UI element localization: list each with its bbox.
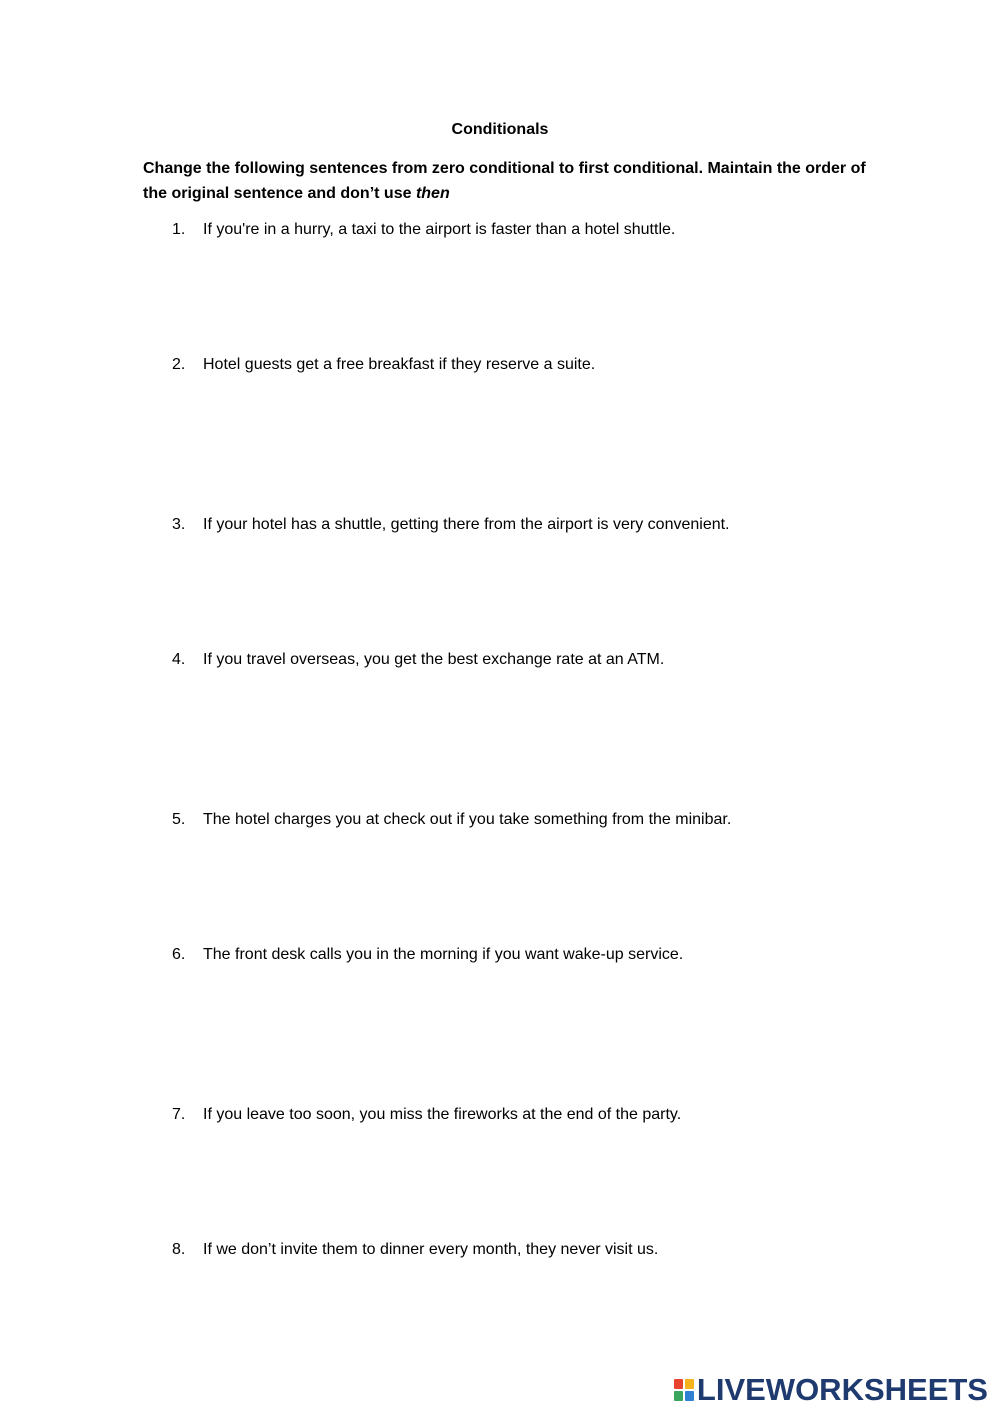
item-text: If your hotel has a shuttle, getting there from the airport is very convenient. bbox=[203, 516, 730, 533]
item-number: 4. bbox=[172, 651, 186, 668]
item-text: Hotel guests get a free breakfast if they reserve a suite. bbox=[203, 356, 596, 373]
item-number: 6. bbox=[172, 946, 186, 963]
item-number: 1. bbox=[172, 221, 186, 238]
instructions-text: Change the following sentences from zero conditional to first conditional. Maintain the order of the original sentence and don’t use bbox=[143, 160, 866, 202]
instructions bbox=[143, 156, 873, 206]
liveworksheets-logo[interactable] bbox=[674, 1373, 988, 1407]
item-text: The hotel charges you at check out if you take something from the minibar. bbox=[203, 811, 732, 828]
list-item bbox=[172, 649, 892, 671]
logo-block-3 bbox=[674, 1391, 683, 1401]
list-item bbox=[172, 514, 892, 536]
item-text: If you're in a hurry, a taxi to the airport is faster than a hotel shuttle. bbox=[203, 221, 676, 238]
item-number: 3. bbox=[172, 516, 186, 533]
list-item bbox=[172, 809, 892, 831]
logo-block-4 bbox=[685, 1391, 694, 1401]
item-number: 8. bbox=[172, 1241, 186, 1258]
item-text: The front desk calls you in the morning if you want wake-up service. bbox=[203, 946, 684, 963]
page-title: Conditionals bbox=[451, 121, 549, 138]
logo-blocks-icon bbox=[674, 1379, 694, 1401]
item-text: If we don’t invite them to dinner every month, they never visit us. bbox=[203, 1241, 659, 1258]
item-text: If you leave too soon, you miss the fireworks at the end of the party. bbox=[203, 1106, 682, 1123]
logo-block-2 bbox=[685, 1379, 694, 1389]
list-item bbox=[172, 1104, 892, 1126]
item-number: 5. bbox=[172, 811, 186, 828]
list-item bbox=[172, 1239, 892, 1261]
item-text: If you travel overseas, you get the best exchange rate at an ATM. bbox=[203, 651, 665, 668]
list-item bbox=[172, 354, 892, 376]
list-item bbox=[172, 944, 892, 966]
instructions-emphasis: then bbox=[415, 185, 450, 202]
logo-block-1 bbox=[674, 1379, 683, 1389]
logo-text: LIVEWORKSHEETS bbox=[696, 1372, 988, 1407]
list-item bbox=[172, 219, 892, 241]
item-number: 7. bbox=[172, 1106, 186, 1123]
item-number: 2. bbox=[172, 356, 186, 373]
